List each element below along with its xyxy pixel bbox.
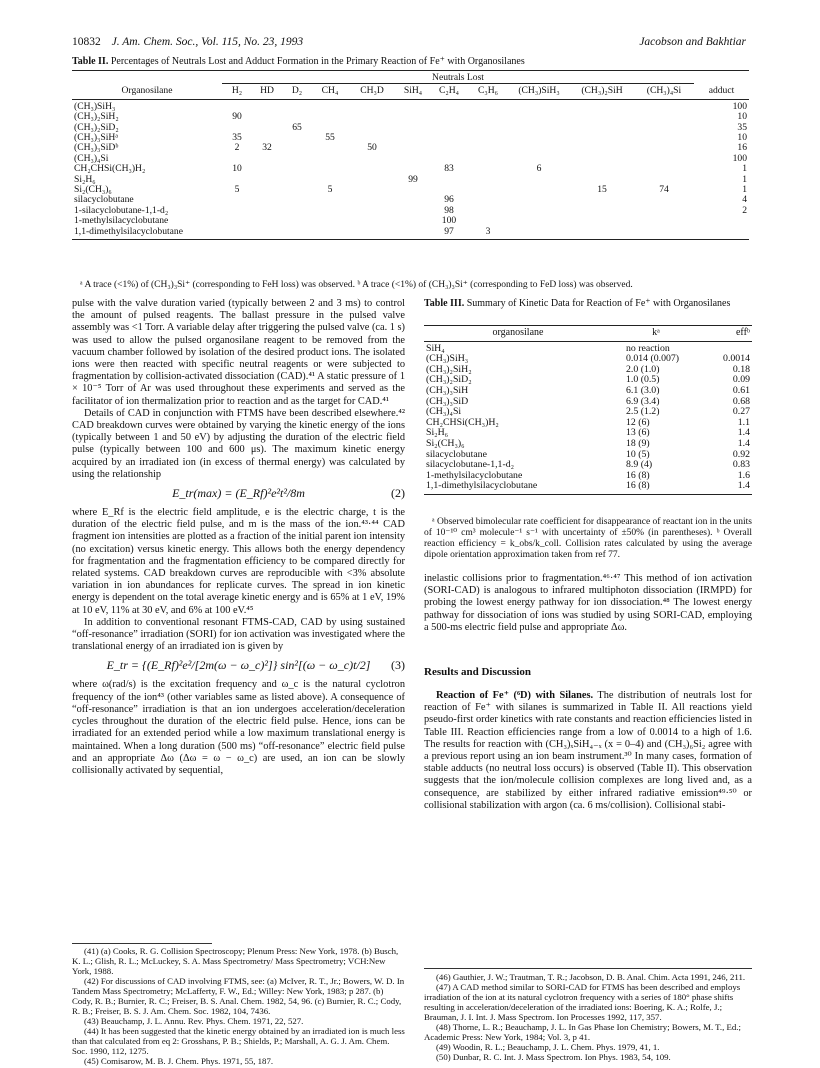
footnote: (42) For discussions of CAD involving FTMS, see: (a) McIver, R. T., Jr.; Bowers, W. D. In Tandem Mass Spectrometry; McLafferty, F. W., Ed.; Willey: New York, 1983; p 287. (b) Cody, R. B.; Burnier, R. C.; Freiser, B. S. Anal. Chem. 1982, 54, 96. (c) Burnier, R. C.; Cody, R. B.; Freiser, B. S. J. Am. Chem. Soc. 1982, 104, 7436.	[72, 976, 405, 1016]
table2-cell	[508, 143, 570, 153]
footnote: (46) Gauthier, J. W.; Trautman, T. R.; Jacobson, D. B. Anal. Chim. Acta 1991, 246, 211.	[436, 972, 746, 982]
table2-cell	[508, 227, 570, 240]
table2-cell	[508, 133, 570, 143]
table2-cell: 65	[292, 121, 302, 133]
table2-cell	[348, 175, 396, 185]
table2-cell: 97	[430, 227, 468, 240]
footnote: (43) Beauchamp, J. L. Annu. Rev. Phys. Chem. 1971, 22, 527.	[84, 1016, 304, 1026]
table2-cell	[468, 164, 508, 174]
table2-cell	[468, 112, 508, 122]
table2-cell	[348, 164, 396, 174]
table3-cell: 0.27	[732, 406, 750, 418]
table3-row	[424, 481, 752, 494]
table3-row	[424, 341, 752, 354]
body-paragraph: pulse with the valve duration varied (typically between 2 and 3 ms) to control the amount of pulsed reagents. The ballast pressure in the pulsed valve assembly was <1 Torr. A variable delay after triggering the pulsed valve (ca. 1 s) was used to allow the pulsed organosilane reagent to be removed from the vacuum chamber followed by isolation of the desired product ions. The isolated ions were then reacted with specific neutral reagents or were subjected to fragmentation by collision-activated dissociation (CAD).⁴¹ A static pressure of 1 × 10⁻⁵ Torr of Ar was used throughout these experiments and served as the facilitator of ion thermalization prior to reaction and as the target for CAD.⁴¹	[72, 298, 405, 407]
table2-cell	[396, 143, 430, 153]
table2-cell: 2	[234, 142, 240, 154]
table3-row-name: (CH₃)SiH₃	[426, 353, 469, 365]
table2-cell: 100	[732, 152, 747, 164]
table2-cell	[634, 216, 694, 226]
table2-cell: 16	[737, 142, 747, 154]
table2-cell	[396, 133, 430, 143]
table2-cell	[634, 112, 694, 122]
table2-cell: 35	[232, 132, 242, 144]
table2-cell	[468, 99, 508, 112]
equation-3-number: (3)	[391, 658, 405, 673]
table2-cell	[222, 216, 252, 226]
table2-cell	[570, 154, 634, 164]
body-paragraph: Details of CAD in conjunction with FTMS have been described elsewhere.⁴² CAD breakdown curves were obtained by varying the kinetic energy of the ions (typically between 1 and 50 eV) by adjusting the duration of the electric field pulse (typically between 100 and 600 μs). The maximum kinetic energy acquired by an irradiated ion (in excess of thermal energy) was calculated by using the relationship	[72, 407, 405, 480]
table2-cell: 32	[262, 142, 272, 154]
table2-row-name: (CH₃)₃SiHᵃ	[74, 132, 118, 144]
table2-cell	[252, 164, 282, 174]
page-number: 10832	[72, 36, 101, 48]
table2-cell: 96	[444, 194, 454, 206]
table2-row-name: 1-methylsilacyclobutane	[74, 215, 169, 227]
table2-col-header: (CH₃)₂SiH	[570, 84, 634, 99]
footnotes-right	[424, 972, 752, 1062]
footnote: (44) It has been suggested that the kinetic energy obtained by an irradiated ion is much less than that calculated from eq 2: Grosshans, P. B.; Shields, P.; Marshall, A. G. J. Am. Chem. Soc. 1990, 112, 1275.	[72, 1026, 405, 1056]
table3-row-name: (CH₃)₄Si	[426, 406, 462, 418]
table2-footnote: ᵃ A trace (<1%) of (CH₃)₃Si⁺ (corresponding to FeH loss) was observed. ᵇ A trace (<1%) of (CH₃)₃Si⁺ (corresponding to FeD loss) was observed.	[80, 280, 633, 290]
table2-col-header: (CH₃)SiH₃	[508, 84, 570, 99]
table2-cell	[312, 99, 348, 112]
table2	[72, 70, 749, 240]
table2-cell	[508, 195, 570, 205]
table3-cell: 0.83	[732, 459, 750, 471]
right-column	[424, 573, 752, 634]
table2-cell	[634, 123, 694, 133]
table2-cell	[348, 123, 396, 133]
table2-cell	[252, 175, 282, 185]
table2-cell	[468, 123, 508, 133]
table3-row-name: Si₂(CH₃)₆	[426, 437, 465, 449]
table2-col-header: C₃H₆	[468, 84, 508, 99]
table2-cell	[396, 123, 430, 133]
table3-row-name: 1-methylsilacyclobutane	[426, 469, 523, 481]
table3-row-name: (CH₃)₃SiD	[426, 395, 469, 407]
table2-col-header: CH₃D	[348, 84, 396, 99]
table3-row	[424, 386, 752, 397]
table3-cell: 1.0 (0.5)	[626, 374, 660, 386]
table2-col-organosilane: Organosilane	[72, 84, 222, 99]
footnote: (49) Woodin, R. L.; Beauchamp, J. L. Chem. Phys. 1979, 41, 1.	[436, 1042, 660, 1052]
table3-row-name: (CH₃)₃SiH	[426, 384, 469, 396]
table2-cell	[430, 123, 468, 133]
table2-cell	[468, 143, 508, 153]
table3-row-name: SiH₄	[426, 342, 445, 354]
table2-cell	[468, 133, 508, 143]
table2-col-header: H₂	[222, 84, 252, 99]
table2-cell: 100	[441, 215, 457, 227]
table3-cell: 16 (8)	[612, 481, 700, 494]
table3-row-name: silacyclobutane	[426, 448, 487, 460]
table3-cell: 10 (5)	[626, 448, 650, 460]
table3-cell: 0.61	[732, 384, 750, 396]
table2-cell	[222, 227, 252, 240]
table3-cell: 0.0014	[723, 353, 750, 365]
table3-cell: 13 (6)	[626, 427, 650, 439]
footnote: (45) Comisarow, M. B. J. Chem. Phys. 1971, 55, 187.	[84, 1056, 274, 1066]
table2-cell	[222, 195, 252, 205]
table2-row	[72, 227, 749, 240]
table2-cell	[282, 175, 312, 185]
table3-row-name: (CH₃)₂SiD₂	[426, 374, 472, 386]
table2-cell	[396, 154, 430, 164]
table2-cell	[282, 227, 312, 240]
table3-cell: no reaction	[626, 342, 670, 354]
table3-col-header: kᵃ	[612, 326, 700, 342]
table3-cell: 16 (8)	[626, 469, 650, 481]
footnote: (47) A CAD method similar to SORI-CAD for FTMS has been described and employs irradiation of the ion at its natural cyclotron frequency with a series of 180° phase shifts resulting in acceleration/deceleration of the irradiated ions: Boering, K. A.; Rolfe, J.; Brauman, J. I. Int. J. Mass Spectrom. Ion Processes 1992, 117, 357.	[424, 982, 741, 1022]
table3-cell: 0.18	[732, 363, 750, 375]
table2-cell	[348, 112, 396, 122]
table3-cell: 12 (6)	[626, 416, 650, 428]
table2-cell	[396, 195, 430, 205]
table3-header-row	[424, 326, 752, 342]
table2-cell	[396, 185, 430, 195]
table2-cell	[252, 206, 282, 216]
table2-cell	[312, 195, 348, 205]
table3-cell: 0.92	[732, 448, 750, 460]
table2-cell: 50	[367, 142, 377, 154]
table2-cell	[348, 227, 396, 240]
table2-caption	[72, 56, 752, 67]
table2-cell	[282, 185, 312, 195]
right-column-results	[424, 690, 752, 812]
table2-cell: 98	[444, 204, 454, 216]
table2-cell	[348, 216, 396, 226]
table2-cell	[634, 143, 694, 153]
table2-cell: 6	[536, 163, 542, 175]
table2-cell	[468, 195, 508, 205]
table2-cell: 5	[327, 184, 333, 196]
table2-cell	[348, 154, 396, 164]
table2-col-header: adduct	[694, 84, 749, 99]
table3-row-name: silacyclobutane-1,1-d₂	[426, 459, 515, 471]
table2-row-name: 1,1-dimethylsilacyclobutane	[72, 227, 222, 240]
table2-cell	[570, 123, 634, 133]
table3-row	[424, 354, 752, 365]
table2-cell	[634, 154, 694, 164]
equation-2	[72, 481, 405, 507]
table2-cell	[430, 133, 468, 143]
footnote: (48) Thorne, L. R.; Beauchamp, J. L. In Gas Phase Ion Chemistry; Bowers, M. T., Ed.; Academic Press: New York, 1984; Vol. 3, p 41.	[424, 1022, 741, 1042]
footnotes-left	[72, 946, 405, 1066]
table2-col-header: D₂	[282, 84, 312, 99]
table2-cell	[252, 154, 282, 164]
table2-cell: 10	[232, 163, 242, 175]
table3-row	[424, 428, 752, 439]
paragraph-text: The distribution of neutrals lost for reaction of Fe⁺ with silanes is summarized in Table II. All reactions yield pseudo-first order kinetics with rate constants and reaction efficiencies listed in Table III. Reaction efficiencies range from a low of 0.0014 to a high of 1.6. The results for reaction with (CH₃)ₓSiH₄₋ₓ (x = 0–4) and (CH₃)₆Si₂ agree with a previous report using an ion beam instrument.³⁰ In many cases, formation of stable adducts (no neutral loss occurs) is observed (Table II). This observation suggests that the ion/molecule collision complexes are long lived and, as a consequence, are stabilized by either infrared radiative emission⁴⁹·⁵⁰ or collisional stabilization with argon (ca. 6 ms/collision). Collisional stabi-	[424, 690, 752, 811]
table3-cell: 1.4	[700, 481, 752, 494]
table3-label: Table III.	[424, 298, 465, 309]
table2-cell	[396, 216, 430, 226]
table2-cell: 83	[444, 163, 454, 175]
table2-cell	[508, 123, 570, 133]
table2-cell	[252, 227, 282, 240]
table2-cell	[252, 185, 282, 195]
footnote: (50) Dunbar, R. C. Int. J. Mass Spectrom. Ion Phys. 1983, 54, 109.	[436, 1052, 671, 1062]
table2-cell	[282, 154, 312, 164]
equation-2-number: (2)	[391, 486, 405, 501]
table3-cell: 0.09	[732, 374, 750, 386]
table2-row	[72, 206, 749, 216]
table3-row	[424, 439, 752, 450]
table2-cell	[570, 143, 634, 153]
table2-cell	[570, 133, 634, 143]
table2-cell	[282, 133, 312, 143]
table2-cell	[430, 112, 468, 122]
table3-row	[424, 418, 752, 429]
table2-cell	[634, 164, 694, 174]
paragraph-lead: Reaction of Fe⁺ (⁶D) with Silanes.	[436, 690, 594, 701]
table3-cell: 2.0 (1.0)	[626, 363, 660, 375]
table2-row	[72, 99, 749, 112]
table2-cell	[430, 175, 468, 185]
table2-cell: 90	[232, 111, 242, 123]
table2-row-name: Si₂(CH₃)₆	[74, 184, 112, 196]
running-head	[72, 36, 746, 52]
left-column	[72, 298, 405, 777]
table3-row	[424, 397, 752, 408]
table2-cell	[282, 206, 312, 216]
table2-cell	[396, 99, 430, 112]
equation-3	[72, 653, 405, 679]
table2-cell	[508, 99, 570, 112]
table2-cell: 55	[325, 132, 335, 144]
table2-cell: 100	[732, 100, 747, 112]
table3-cell: 1.4	[737, 427, 750, 439]
table2-cell: 3	[468, 227, 508, 240]
table2-col-header: HD	[252, 84, 282, 99]
table2-cell	[570, 216, 634, 226]
table2-cell	[468, 175, 508, 185]
table2-cell	[282, 143, 312, 153]
table2-cell	[312, 112, 348, 122]
table3-footnote	[424, 517, 752, 561]
table2-cell	[282, 195, 312, 205]
table2-cell	[396, 206, 430, 216]
table2-row	[72, 112, 749, 122]
table2-cell	[312, 164, 348, 174]
table2-cell: 10	[737, 111, 747, 123]
table3-caption	[424, 298, 752, 310]
table2-row-name: 1-silacyclobutane-1,1-d₂	[74, 204, 169, 216]
table2-row-name: (CH₃)SiH₃	[74, 100, 116, 112]
body-paragraph: inelastic collisions prior to fragmentation.⁴⁶·⁴⁷ This method of ion activation (SORI-CAD) is analogous to infrared multiphoton dissociation (IRMPD) for probing the lowest energy pathway for ion dissociation.⁴⁸ The lowest energy pathway for dissociation of ions was studied by using SORI-CAD, employing a 500-ms electric field pulse and appropriate Δω.	[424, 573, 752, 633]
table2-cell	[312, 206, 348, 216]
table2-cell: 2	[742, 204, 747, 216]
table2-cell: 74	[659, 184, 669, 196]
table2-cell	[634, 195, 694, 205]
table2-cell	[634, 99, 694, 112]
table3-caption-text: Summary of Kinetic Data for Reaction of Fe⁺ with Organosilanes	[466, 298, 731, 309]
table3-row-name: 1,1-dimethylsilacyclobutane	[424, 481, 612, 494]
table2-cell	[570, 99, 634, 112]
table2-cell	[430, 143, 468, 153]
table2-cell	[252, 123, 282, 133]
table2-cell	[348, 206, 396, 216]
table3-row	[424, 365, 752, 376]
table3-cell: 0.68	[732, 395, 750, 407]
table2-cell	[570, 112, 634, 122]
table3-row-name: (CH₃)₂SiH₂	[426, 363, 472, 375]
journal-citation: J. Am. Chem. Soc., Vol. 115, No. 23, 1993	[111, 36, 304, 48]
table2-cell	[312, 154, 348, 164]
table3-cell: 0.014 (0.007)	[626, 353, 680, 365]
table3-cell: 2.5 (1.2)	[626, 406, 660, 418]
table2-cell	[348, 195, 396, 205]
equation-3-body: E_tr = {(E_Rf)²e²/[2m(ω − ω_c)²]} sin²[(ω − ω_c)t/2]	[106, 658, 371, 673]
table2-cell	[508, 206, 570, 216]
table2-cell: 4	[742, 194, 747, 206]
table2-cell	[508, 112, 570, 122]
table2-cell: 15	[597, 184, 607, 196]
table2-cell	[634, 227, 694, 240]
footnote: (41) (a) Cooks, R. G. Collision Spectroscopy; Plenum Press: New York, 1978. (b) Busch, K. L.; Glish, R. L.; McLuckey, S. A. Mass Spectrometry/ Mass Spectrometry; VCH:New York, 1988.	[72, 946, 399, 976]
table2-cell: 5	[234, 184, 240, 196]
table3-cell: 1.1	[737, 416, 750, 428]
table2-cell	[312, 143, 348, 153]
table3-row-name: Si₂H₆	[426, 427, 449, 439]
table2-cell	[396, 227, 430, 240]
table2-group-header: Neutrals Lost	[222, 71, 694, 84]
table2-cell	[348, 99, 396, 112]
table2-caption-text: Percentages of Neutrals Lost and Adduct Formation in the Primary Reaction of Fe⁺ with Organosilanes	[110, 56, 525, 67]
table2-label: Table II.	[72, 56, 109, 67]
table2-row	[72, 123, 749, 133]
table2-row-name: (CH₃)₃SiDᵇ	[74, 142, 119, 154]
table2-row	[72, 185, 749, 195]
table2-cell	[252, 195, 282, 205]
table2-cell	[570, 206, 634, 216]
table2-row	[72, 143, 749, 153]
table3-row	[424, 375, 752, 386]
table2-cell	[396, 112, 430, 122]
table2-cell	[570, 164, 634, 174]
table3-col-header: organosilane	[424, 326, 612, 342]
table2-col-header: (CH₃)₄Si	[634, 84, 694, 99]
table2-cell	[508, 216, 570, 226]
body-paragraph: In addition to conventional resonant FTMS-CAD, CAD by using sustained “off-resonance” irradiation (SORI) for ion activation was investigated where the translational energy of an irradiated ion is given by	[72, 616, 405, 653]
table3-col-header: effᵇ	[700, 326, 752, 342]
table2-cell	[252, 216, 282, 226]
table2-cell	[508, 175, 570, 185]
footnote-rule	[424, 968, 752, 969]
table2-cell	[222, 206, 252, 216]
table3-cell: 1.6	[737, 469, 750, 481]
table2-col-header: CH₄	[312, 84, 348, 99]
footnote-rule	[72, 943, 212, 944]
table2-cell	[694, 216, 749, 226]
table2-cell	[252, 99, 282, 112]
table2-row-name: CH₂CHSi(CH₃)H₂	[74, 163, 146, 175]
table2-cell	[570, 195, 634, 205]
table2-row-name: silacyclobutane	[74, 194, 134, 206]
table3-cell: 8.9 (4)	[626, 459, 653, 471]
table3-footnote-text: ᵃ Observed bimolecular rate coefficient for disappearance of reactant ion in the units of 10⁻¹⁰ cm³ molecule⁻¹ s⁻¹ with uncertainty of ±50% (in parentheses). ᵇ Overall reaction efficiency = k_obs/k_coll. Collision rates calculated by using the average dipole orientation approximation taken from ref 77.	[424, 517, 753, 560]
table2-row	[72, 175, 749, 185]
table2-cell: 1	[742, 173, 747, 185]
table2-row	[72, 195, 749, 205]
table2-row-name: Si₂H₆	[74, 173, 96, 185]
table2-cell	[282, 164, 312, 174]
authors-header: Jacobson and Bakhtiar	[639, 36, 746, 48]
body-paragraph	[424, 690, 752, 812]
table2-cell	[312, 216, 348, 226]
table2-col-header: SiH₄	[396, 84, 430, 99]
table2-cell	[634, 206, 694, 216]
table2-cell: 10	[737, 132, 747, 144]
table2-header-row	[72, 84, 749, 99]
table3-row-name: CH₂CHSi(CH₃)H₂	[426, 416, 499, 428]
table2-cell	[468, 185, 508, 195]
table2-cell: 1	[742, 184, 747, 196]
table3	[424, 325, 752, 495]
table3-cell: 18 (9)	[626, 437, 650, 449]
table2-row-name: (CH₃)₄Si	[74, 152, 109, 164]
equation-2-body: E_tr(max) = (E_Rf)²e²t²/8m	[172, 486, 305, 501]
table2-row	[72, 154, 749, 164]
table2-cell	[468, 206, 508, 216]
table2-cell	[252, 112, 282, 122]
table2-cell	[508, 185, 570, 195]
table2-cell	[694, 227, 749, 240]
table2-cell	[468, 154, 508, 164]
table2-row-name: (CH₃)₂SiD₂	[74, 121, 119, 133]
table2-cell	[634, 133, 694, 143]
table2-cell	[570, 227, 634, 240]
table2-cell	[282, 216, 312, 226]
body-paragraph: where E_Rf is the electric field amplitude, e is the electric charge, t is the duration of the electric field pulse, and m is the mass of the ion.⁴³·⁴⁴ CAD fragment ion intensities are plotted as a fraction of the initial parent ion intensity (no excitation) versus kinetic energy. This allows both the energy dependency for fragmentation and the fragmentation efficiency to be compared directly for related systems. CAD breakdown curves are reproducible with <3% absolute variation in ion abundances for replicate curves. The spread in ion kinetic energy is dependent on the total average kinetic energy and is 65% at 1 eV, 19% at 10 eV, 11% at 30 eV, and 6% at 100 eV.⁴⁵	[72, 507, 405, 616]
table3-cell: 1.4	[737, 437, 750, 449]
table2-cell	[348, 185, 396, 195]
table2-cell: 1	[742, 163, 747, 175]
table2-row-name: (CH₃)₂SiH₂	[74, 111, 119, 123]
section-heading: Results and Discussion	[424, 666, 531, 678]
table2-row	[72, 133, 749, 143]
table2-cell	[312, 227, 348, 240]
table2-cell: 35	[737, 121, 747, 133]
table2-cell	[282, 99, 312, 112]
table2-col-header: C₂H₄	[430, 84, 468, 99]
body-paragraph: where ω(rad/s) is the excitation frequency and ω_c is the natural cyclotron frequency of the ion⁴³ (other variables same as listed above). A consequence of “off-resonance” irradiation is that an ion undergoes acceleration/deceleration cycles throughout the duration of the electric field pulse. Hence, ions can be irradiated for an extended period while a low maximum translational energy is maintained. When a long duration (500 ms) “off-resonance” electric field pulse and an appropriate Δω (Δω = ω − ω_c) are used, an ion can be slowly collisionally activated by sequential,	[72, 679, 405, 776]
table2-cell	[430, 99, 468, 112]
table2-cell: 99	[408, 173, 418, 185]
table3-cell: 6.9 (3.4)	[626, 395, 660, 407]
table3-cell: 6.1 (3.0)	[626, 384, 660, 396]
